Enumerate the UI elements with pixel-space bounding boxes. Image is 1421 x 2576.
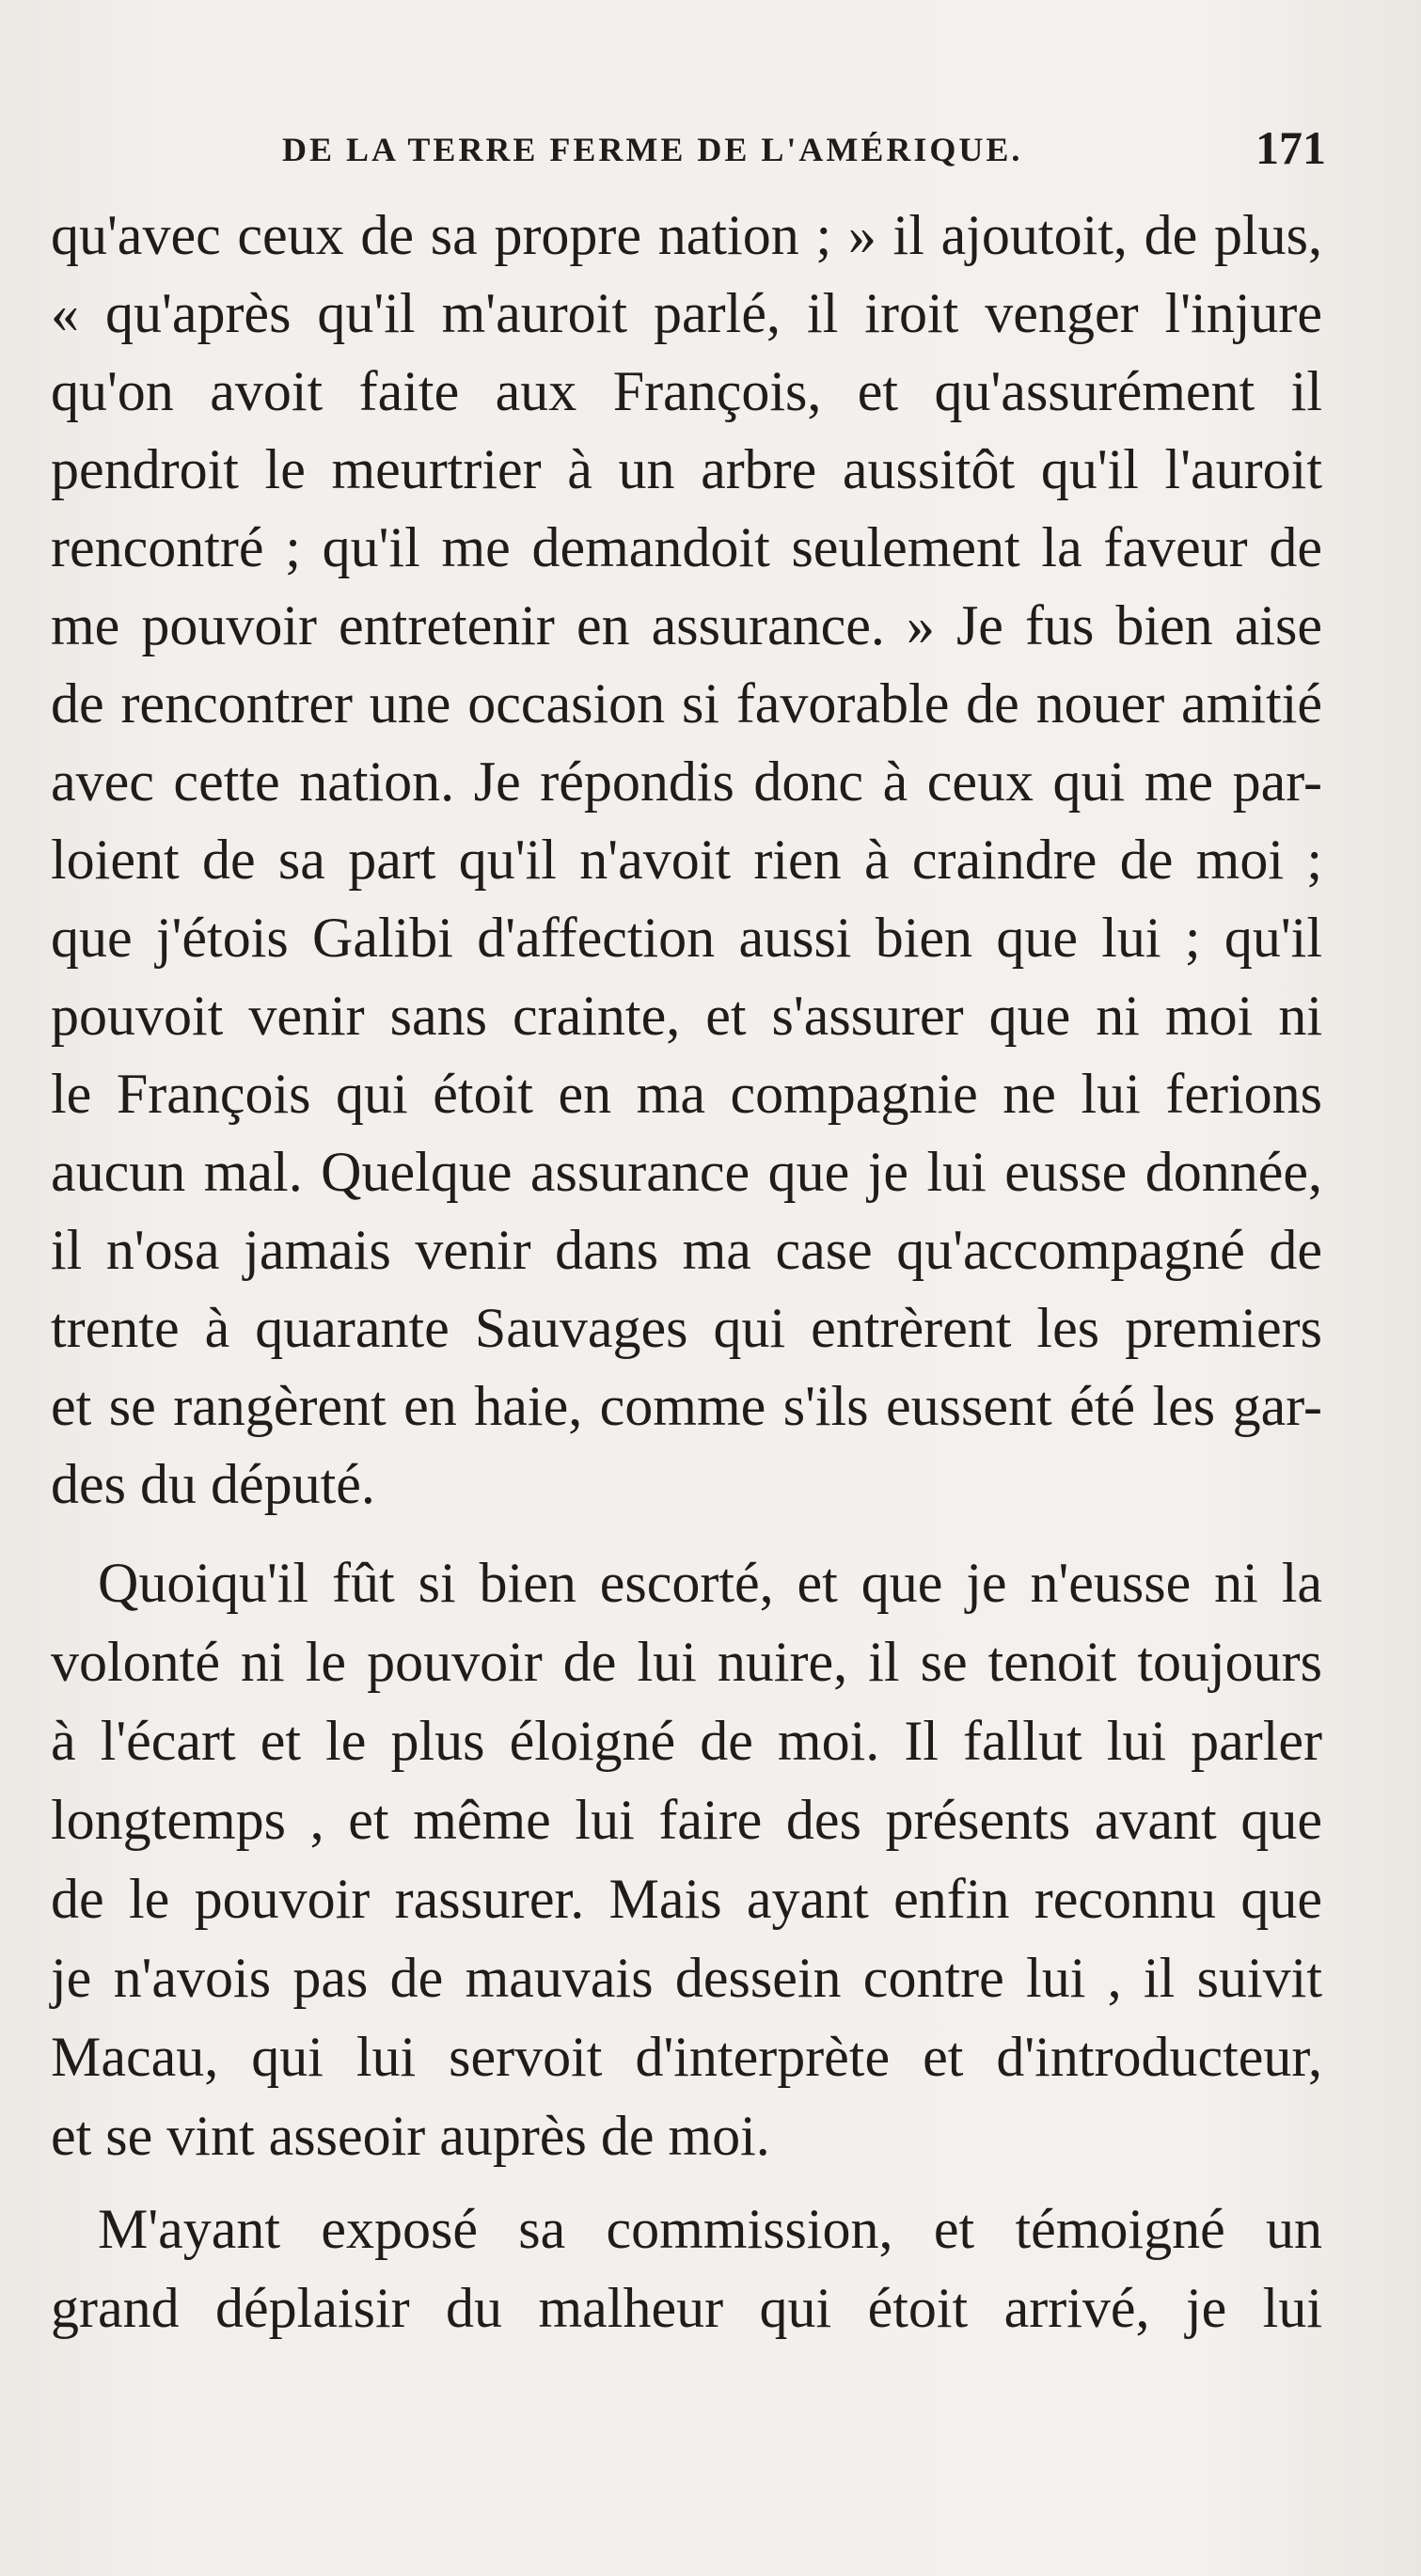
text-line: aucun mal. Quelque assurance que je lui eusse donnée,	[51, 1141, 1322, 1203]
page-number: 171	[1255, 121, 1326, 174]
text-line: Macau, qui lui servoit d'interprète et d'introducteur,	[51, 2026, 1322, 2088]
text-line: qu'avec ceux de sa propre nation ; » il ajoutoit, de plus,	[51, 204, 1322, 266]
paragraph-first-line: Quoiqu'il fût si bien escorté, et que je n'eusse ni la	[98, 1552, 1322, 1614]
text-line: pendroit le meurtrier à un arbre aussitôt qu'il l'auroit	[51, 438, 1322, 500]
text-line: avec cette nation. Je répondis donc à ceux qui me par-	[51, 751, 1322, 813]
text-line: je n'avois pas de mauvais dessein contre lui , il suivit	[51, 1947, 1322, 2009]
text-line: de le pouvoir rassurer. Mais ayant enfin reconnu que	[51, 1868, 1322, 1930]
text-line: rencontré ; qu'il me demandoit seulement la faveur de	[51, 516, 1322, 578]
text-line: le François qui étoit en ma compagnie ne lui ferions	[51, 1063, 1322, 1125]
paragraph-first-line: M'ayant exposé sa commission, et témoigné un	[98, 2198, 1322, 2260]
text-line: volonté ni le pouvoir de lui nuire, il se tenoit toujours	[51, 1631, 1322, 1693]
text-line: pouvoit venir sans crainte, et s'assurer que ni moi ni	[51, 985, 1322, 1047]
text-line: trente à quarante Sauvages qui entrèrent les premiers	[51, 1297, 1322, 1359]
text-line: que j'étois Galibi d'affection aussi bien que lui ; qu'il	[51, 907, 1322, 969]
text-line: grand déplaisir du malheur qui étoit arrivé, je lui	[51, 2277, 1322, 2339]
text-line: et se rangèrent en haie, comme s'ils eussent été les gar-	[51, 1375, 1322, 1437]
page-header	[282, 120, 1326, 186]
text-line: et se vint asseoir auprès de moi.	[51, 2105, 770, 2167]
text-line: à l'écart et le plus éloigné de moi. Il fallut lui parler	[51, 1710, 1322, 1772]
text-line: « qu'après qu'il m'auroit parlé, il iroit venger l'injure	[51, 282, 1322, 344]
text-line: me pouvoir entretenir en assurance. » Je fus bien aise	[51, 594, 1322, 656]
text-line: longtemps , et même lui faire des présents avant que	[51, 1789, 1322, 1851]
text-line: de rencontrer une occasion si favorable de nouer amitié	[51, 672, 1322, 735]
text-line: loient de sa part qu'il n'avoit rien à craindre de moi ;	[51, 829, 1322, 891]
running-head: DE LA TERRE FERME DE L'AMÉRIQUE.	[282, 131, 1023, 168]
text-line: il n'osa jamais venir dans ma case qu'accompagné de	[51, 1219, 1322, 1281]
text-line: qu'on avoit faite aux François, et qu'assurément il	[51, 360, 1322, 422]
text-line: des du député.	[51, 1453, 375, 1515]
